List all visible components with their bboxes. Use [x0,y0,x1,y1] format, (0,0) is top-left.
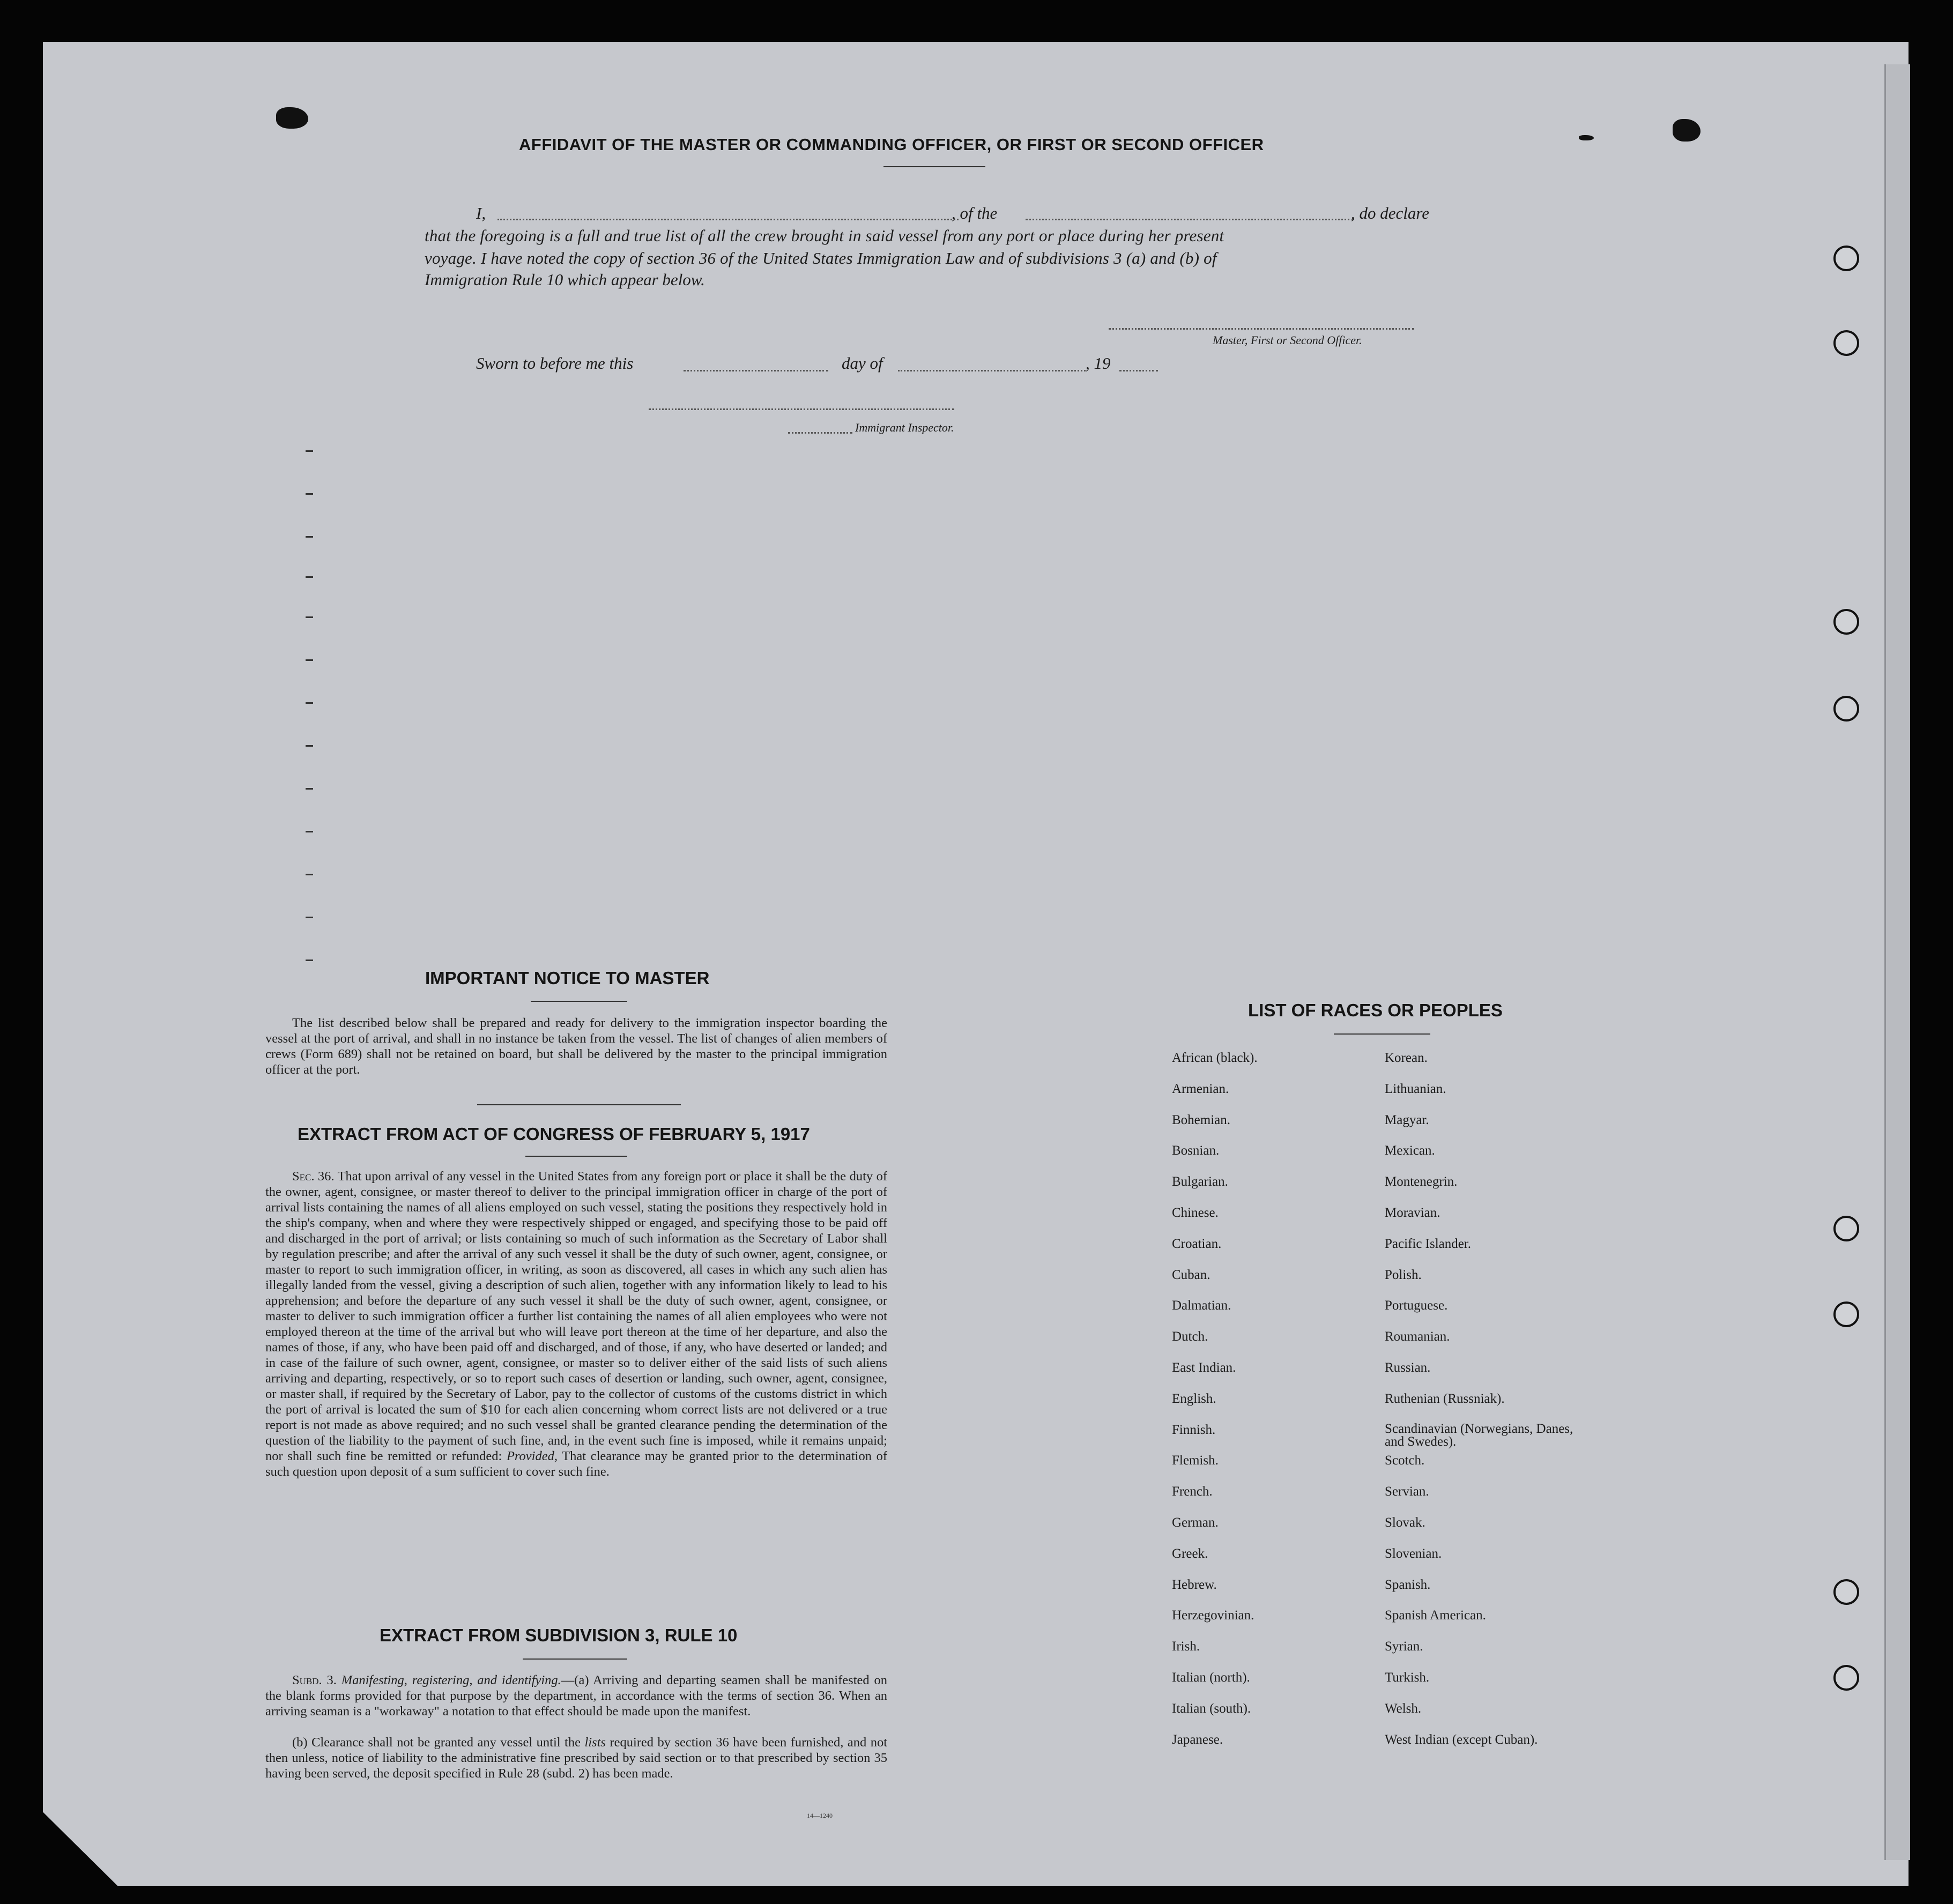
race-item: West Indian (except Cuban). [1385,1732,1538,1747]
margin-tick [306,745,313,747]
margin-tick [306,702,313,704]
year-label: , 19 [1086,354,1111,373]
margin-tick [306,576,313,578]
margin-tick [306,493,313,495]
binder-hole [1833,330,1859,356]
rule-subd: Subd. 3. [292,1673,337,1687]
binder-hole [1833,609,1859,635]
race-item: Scandinavian (Norwegians, Danes, and Swedes). [1385,1421,1573,1449]
race-item: Roumanian. [1385,1329,1450,1344]
notice-text: The list described below shall be prepared and ready for delivery to the immigration inspector boarding the vessel at the port of arrival, and shall in no instance be taken from the vessel. The list of changes of alien members of crews (Form 689) shall not be retained on board, but shall be delivered by the master to the principal immigration officer at the port. [265,1016,887,1077]
race-item: German. [1172,1515,1219,1530]
race-item: Bulgarian. [1172,1174,1228,1189]
act-sec: Sec. 36. [292,1169,335,1184]
race-item: French. [1172,1484,1213,1499]
rule-rule [523,1658,627,1660]
race-item: Hebrew. [1172,1577,1217,1592]
affidavit-do-declare: , do declare [1351,204,1430,222]
ink-smudge [276,107,308,129]
race-item: Spanish. [1385,1577,1431,1592]
race-item: Portuguese. [1385,1298,1448,1313]
ink-smudge [1579,135,1594,140]
race-item: Italian (north). [1172,1670,1250,1685]
separator-rule [477,1104,681,1105]
race-item: Finnish. [1172,1422,1216,1437]
day-of-label: day of [842,354,883,373]
race-item: Turkish. [1385,1670,1430,1685]
race-item: Pacific Islander. [1385,1236,1472,1251]
race-item: Croatian. [1172,1236,1222,1251]
master-signature-label: Master, First or Second Officer. [1213,333,1362,347]
margin-tick [306,536,313,538]
margin-tick [306,831,313,832]
affidavit-i-label: I, [476,204,486,222]
race-item: Flemish. [1172,1453,1219,1468]
sworn-label: Sworn to before me this [476,354,634,373]
affidavit-line-2: that the foregoing is a full and true list of all the crew brought in said vessel from any port or place during her present [425,226,1224,245]
race-item: Korean. [1385,1051,1428,1065]
act-body-end: That clearance may be granted prior to the determination of such question upon deposit of a sum sufficient to cover such fine. [265,1449,887,1479]
race-item: Spanish American. [1385,1608,1486,1623]
race-item: Moravian. [1385,1206,1440,1220]
race-item: Scotch. [1385,1453,1425,1468]
race-item: Bosnian. [1172,1143,1220,1158]
day-field[interactable] [684,370,828,371]
binder-hole [1833,1665,1859,1691]
binder-hole [1833,1301,1859,1327]
margin-tick [306,616,313,618]
inspector-dots [788,432,852,434]
binder-hole [1833,1579,1859,1605]
race-item: Syrian. [1385,1639,1423,1654]
rule-b-text [265,1735,887,1781]
page-edge [1884,64,1910,1860]
race-item: Greek. [1172,1546,1208,1561]
margin-tick [306,788,313,790]
notice-title: IMPORTANT NOTICE TO MASTER [425,968,710,988]
binder-hole [1833,1216,1859,1241]
race-item: Japanese. [1172,1732,1223,1747]
margin-tick [306,659,313,661]
affidavit-line-3: voyage. I have noted the copy of section 36 of the United States Immigration Law and of subdivisions 3 (a) and (b) of [425,249,1217,267]
race-item: Herzegovinian. [1172,1608,1254,1623]
race-item: East Indian. [1172,1360,1236,1375]
rule-b-lists: lists [584,1735,606,1750]
race-item: Magyar. [1385,1112,1429,1127]
binder-hole [1833,696,1859,722]
margin-tick [306,450,313,452]
ink-smudge [1673,119,1700,142]
race-item: Italian (south). [1172,1701,1251,1716]
month-field[interactable] [898,370,1086,371]
affidavit-title: AFFIDAVIT OF THE MASTER OR COMMANDING OFFICER, OR FIRST OR SECOND OFFICER [519,135,1264,154]
name-field[interactable] [497,219,959,220]
year-field[interactable] [1119,370,1158,371]
race-item: Servian. [1385,1484,1429,1499]
race-item: Chinese. [1172,1206,1219,1220]
race-item: English. [1172,1391,1216,1406]
rule-a-text [265,1672,887,1719]
races-rule [1334,1033,1430,1035]
rule-b-start: (b) Clearance shall not be granted any vessel until the [292,1735,581,1750]
race-item: African (black). [1172,1051,1258,1065]
act-title: EXTRACT FROM ACT OF CONGRESS OF FEBRUARY 5, 1917 [298,1124,810,1144]
race-item: Russian. [1385,1360,1431,1375]
rule-title: EXTRACT FROM SUBDIVISION 3, RULE 10 [380,1625,738,1645]
margin-tick [306,874,313,875]
act-text [265,1169,887,1479]
form-number: 14—1240 [807,1812,833,1819]
race-item: Slovak. [1385,1515,1425,1530]
title-rule [883,166,985,167]
master-signature-field[interactable] [1109,328,1414,330]
affidavit-of-the: , of the [952,204,998,222]
race-item: Polish. [1385,1267,1422,1282]
race-item: Ruthenian (Russniak). [1385,1391,1505,1406]
inspector-signature-field[interactable] [649,408,954,410]
affidavit-line-4: Immigration Rule 10 which appear below. [425,270,705,289]
document-sheet [43,42,1909,1886]
act-body: That upon arrival of any vessel in the United States from any foreign port or place it shall be the duty of the owner, agent, consignee, or master thereof to deliver to the principal immigration officer in charge of the port of arrival lists containing the names of all aliens employed on such vessel, stating the positions they respectively hold in the ship's company, when and where they were respectively shipped or engaged, and specifying those to be paid off and discharged in the port of arrival; or lists containing so much of such information as the Secretary of Labor shall by regulation prescribe; and after the arrival of any such vessel it shall be the duty of such owner, agent, consignee, or master to report to such immigration officer, in writing, as soon as discovered, all cases in which any such alien has illegally landed from the vessel, giving a description of such alien, together with any information likely to lead to his apprehension; and before the departure of any such vessel it shall be the duty of such owner, agent, consignee, or master to deliver to such immigration officer a further list containing the names of all alien employees who were not employed thereon at the time of the arrival but who will leave port thereon at the time of her departure, and also the names of those, if any, who have been paid off and discharged, and of those, if any, who have deserted or landed; and in case of the failure of such owner, agent, consignee, or master so to deliver either of the said lists of such aliens arriving and departing, respectively, or so to report such cases of desertion or landing, such owner, agent, consignee, or master shall, if required by the Secretary of Labor, pay to the collector of customs of the customs district in which the port of arrival is located the sum of $10 for each alien concerning whom correct lists are not delivered or a true report is not made as above required; and no such vessel shall be granted clearance pending the determination of the question of the liability to the payment of such fine, and, in the event such fine is imposed, while it remains unpaid; nor shall such fine be remitted or refunded: [265,1169,887,1463]
race-item: Slovenian. [1385,1546,1442,1561]
race-item: Lithuanian. [1385,1081,1446,1096]
margin-tick [306,917,313,918]
act-rule [525,1156,627,1157]
act-provided: Provided, [506,1449,558,1463]
notice-rule [531,1001,627,1002]
race-item: Irish. [1172,1639,1200,1654]
race-item: Welsh. [1385,1701,1422,1716]
margin-tick [306,960,313,961]
race-item: Armenian. [1172,1081,1229,1096]
rule-b-end: required by section 36 have been furnished, and not then unless, notice of liability to the administrative fine prescribed by said section or to that prescribed by section 35 having been served, the deposit specified in Rule 28 (subd. 2) has been made. [265,1735,887,1781]
race-item: Dalmatian. [1172,1298,1231,1313]
race-item: Dutch. [1172,1329,1208,1344]
vessel-field[interactable] [1026,219,1354,220]
race-item: Mexican. [1385,1143,1435,1158]
inspector-label: Immigrant Inspector. [855,421,954,434]
race-item: Cuban. [1172,1267,1211,1282]
rule-a-body: —(a) Arriving and departing seamen shall be manifested on the blank forms provided for that purpose by the department, in accordance with the terms of section 36. When an arriving seaman is a "workaway" a notation to that effect should be made upon the manifest. [265,1673,887,1719]
races-title: LIST OF RACES OR PEOPLES [1248,1000,1503,1020]
binder-hole [1833,246,1859,271]
race-item: Bohemian. [1172,1112,1231,1127]
race-item: Montenegrin. [1385,1174,1458,1189]
rule-subd-title: Manifesting, registering, and identifying. [341,1673,561,1687]
